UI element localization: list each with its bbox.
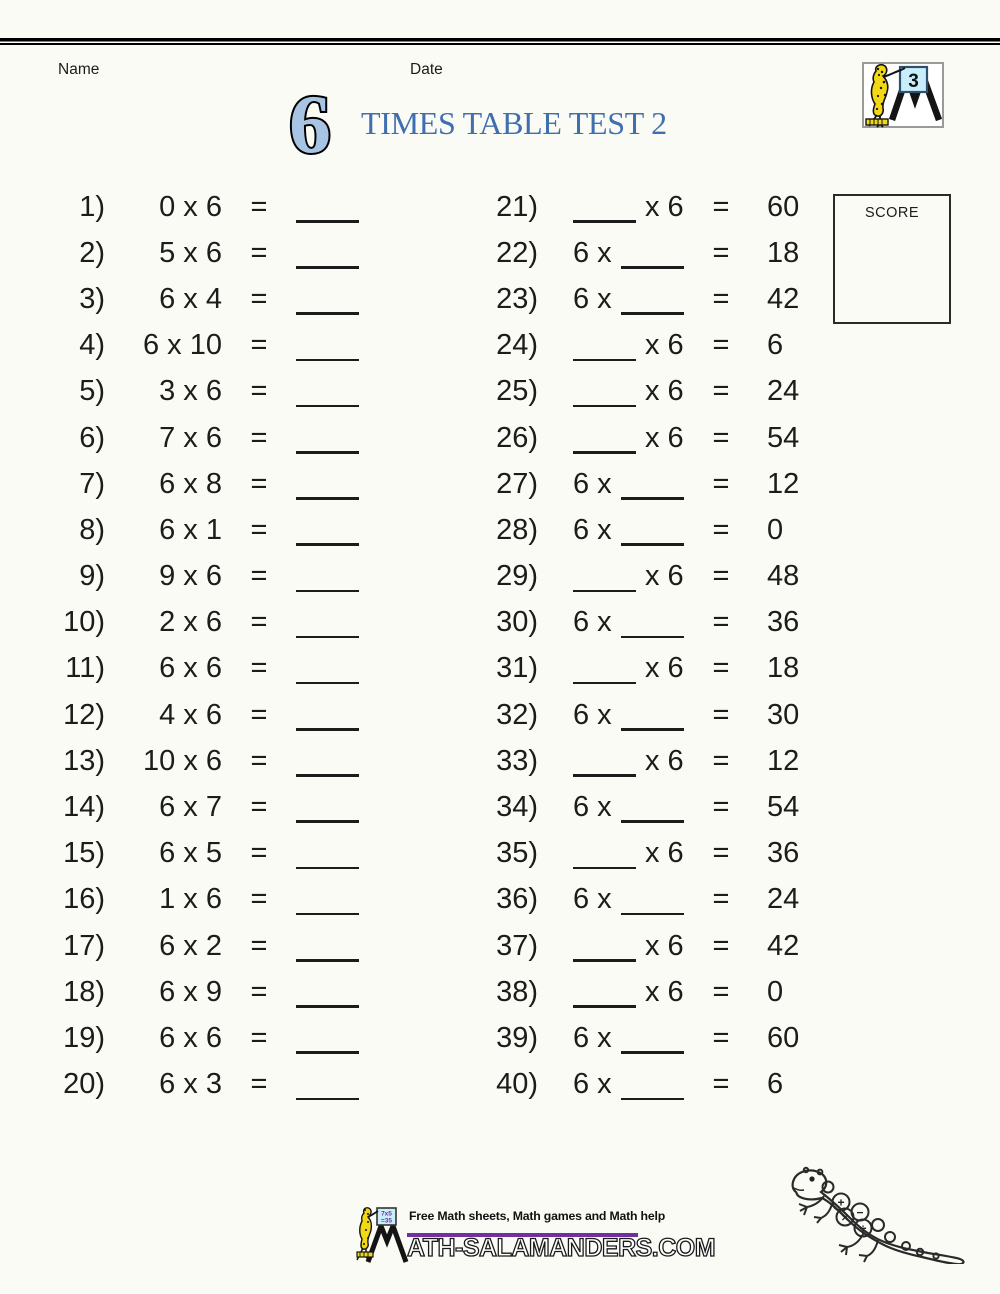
problem-number: 29) <box>496 560 538 593</box>
problem-row <box>480 323 842 369</box>
gecko-minus-symbol: − <box>856 1205 864 1220</box>
answer-blank[interactable] <box>296 636 359 639</box>
problem-row <box>480 369 842 415</box>
problem-answer: 36 <box>767 837 800 870</box>
answer-blank[interactable] <box>621 1098 684 1101</box>
problem-expression: 6 x 9 <box>159 975 222 1008</box>
answer-blank[interactable] <box>296 682 359 685</box>
problem-expression <box>538 600 685 646</box>
problem-answer: 18 <box>767 236 800 269</box>
expression-suffix: x 6 <box>645 652 684 685</box>
expression-suffix: x 6 <box>645 744 684 777</box>
problem-number: 25) <box>496 375 538 408</box>
problem-row <box>58 369 359 415</box>
answer-blank[interactable] <box>296 1051 359 1054</box>
answer-blank[interactable] <box>296 497 359 500</box>
answer-blank[interactable] <box>573 774 636 777</box>
problem-answer: 60 <box>767 1021 800 1054</box>
name-label: Name <box>58 61 100 78</box>
page-title: TIMES TABLE TEST 2 <box>361 105 667 141</box>
answer-blank[interactable] <box>296 867 359 870</box>
equals-sign: = <box>250 791 268 824</box>
answer-blank[interactable] <box>573 405 636 408</box>
answer-blank[interactable] <box>621 497 684 500</box>
problem-expression: 6 x 5 <box>159 837 222 870</box>
answer-blank[interactable] <box>621 266 684 269</box>
equals-sign: = <box>250 929 268 962</box>
equals-sign: = <box>250 421 268 454</box>
problem-expression <box>538 969 685 1015</box>
answer-blank[interactable] <box>573 867 636 870</box>
equals-sign: = <box>712 329 730 362</box>
equals-sign: = <box>712 513 730 546</box>
equals-sign: = <box>712 1021 730 1054</box>
problem-number: 8) <box>79 513 105 546</box>
gecko-plus-symbol: + <box>837 1195 845 1210</box>
problem-expression <box>538 415 685 461</box>
gecko-multiply-symbol: × <box>841 1210 849 1225</box>
problem-answer: 12 <box>767 744 800 777</box>
equals-sign: = <box>712 791 730 824</box>
answer-blank[interactable] <box>296 405 359 408</box>
equals-sign: = <box>250 329 268 362</box>
problem-row <box>58 923 359 969</box>
answer-blank[interactable] <box>621 913 684 916</box>
problem-number: 39) <box>496 1021 538 1054</box>
math-gecko-icon <box>786 1162 976 1269</box>
problems-column-left <box>58 184 359 1108</box>
problem-number: 19) <box>63 1021 105 1054</box>
equals-sign: = <box>250 513 268 546</box>
problem-number: 26) <box>496 421 538 454</box>
problem-expression: 5 x 6 <box>159 236 222 269</box>
problem-number: 38) <box>496 975 538 1008</box>
footer-tagline: Free Math sheets, Math games and Math help <box>409 1209 666 1223</box>
answer-blank[interactable] <box>621 1051 684 1054</box>
problem-row <box>58 461 359 507</box>
answer-blank[interactable] <box>296 774 359 777</box>
expression-prefix: 6 x <box>573 282 612 315</box>
problem-row <box>58 323 359 369</box>
problem-answer: 48 <box>767 560 800 593</box>
answer-blank[interactable] <box>621 728 684 731</box>
equals-sign: = <box>712 698 730 731</box>
expression-suffix: x 6 <box>645 929 684 962</box>
problem-number: 3) <box>79 282 105 315</box>
problem-answer: 24 <box>767 375 800 408</box>
problem-row <box>58 1015 359 1061</box>
problem-expression <box>538 692 685 738</box>
problem-number: 15) <box>63 837 105 870</box>
answer-blank[interactable] <box>621 636 684 639</box>
problem-expression <box>538 323 685 369</box>
problem-row <box>58 184 359 230</box>
problem-expression <box>538 507 685 553</box>
answer-blank[interactable] <box>573 359 636 362</box>
problem-answer: 30 <box>767 698 800 731</box>
equals-sign: = <box>250 1021 268 1054</box>
problem-number: 13) <box>63 744 105 777</box>
problem-number: 12) <box>63 698 105 731</box>
answer-blank[interactable] <box>296 359 359 362</box>
gecko-divide-symbol: ÷ <box>859 1221 867 1236</box>
equals-sign: = <box>250 190 268 223</box>
score-label: SCORE <box>864 205 920 221</box>
answer-blank[interactable] <box>621 312 684 315</box>
equals-sign: = <box>712 883 730 916</box>
problem-row <box>480 184 842 230</box>
equals-sign: = <box>712 1068 730 1101</box>
problem-expression: 0 x 6 <box>159 190 222 223</box>
expression-prefix: 6 x <box>573 1021 612 1054</box>
problem-number: 22) <box>496 236 538 269</box>
problem-answer: 6 <box>767 329 784 362</box>
problem-expression: 6 x 7 <box>159 791 222 824</box>
problem-row <box>58 600 359 646</box>
equals-sign: = <box>250 698 268 731</box>
equals-sign: = <box>712 190 730 223</box>
expression-prefix: 6 x <box>573 236 612 269</box>
problem-row <box>58 784 359 830</box>
answer-blank[interactable] <box>296 543 359 546</box>
problem-number: 6) <box>79 421 105 454</box>
problem-expression <box>538 1062 685 1108</box>
equals-sign: = <box>712 282 730 315</box>
equals-sign: = <box>712 929 730 962</box>
problem-number: 2) <box>79 236 105 269</box>
expression-prefix: 6 x <box>573 791 612 824</box>
equals-sign: = <box>712 421 730 454</box>
problem-row <box>480 230 842 276</box>
score-box <box>833 194 951 324</box>
answer-blank[interactable] <box>573 959 636 962</box>
expression-suffix: x 6 <box>645 975 684 1008</box>
logo-board-number: 3 <box>908 71 919 92</box>
equals-sign: = <box>250 883 268 916</box>
answer-blank[interactable] <box>296 1005 359 1008</box>
problem-expression <box>538 923 685 969</box>
equals-sign: = <box>250 236 268 269</box>
problem-row <box>480 646 842 692</box>
problem-expression <box>538 554 685 600</box>
problem-expression: 9 x 6 <box>159 560 222 593</box>
problem-row <box>480 831 842 877</box>
problem-answer: 54 <box>767 421 800 454</box>
expression-prefix: 6 x <box>573 467 612 500</box>
equals-sign: = <box>712 606 730 639</box>
footer-board-line1: 7x5 <box>381 1210 392 1218</box>
problem-expression: 6 x 10 <box>143 329 222 362</box>
problem-expression: 2 x 6 <box>159 606 222 639</box>
top-divider-rule <box>0 38 1000 45</box>
problem-expression <box>538 184 685 230</box>
equals-sign: = <box>250 652 268 685</box>
expression-suffix: x 6 <box>645 190 684 223</box>
problem-expression: 10 x 6 <box>143 744 222 777</box>
equals-sign: = <box>250 744 268 777</box>
expression-suffix: x 6 <box>645 560 684 593</box>
problem-number: 5) <box>79 375 105 408</box>
answer-blank[interactable] <box>573 451 636 454</box>
expression-prefix: 6 x <box>573 883 612 916</box>
problem-row <box>480 923 842 969</box>
answer-blank[interactable] <box>621 820 684 823</box>
equals-sign: = <box>712 744 730 777</box>
problem-answer: 24 <box>767 883 800 916</box>
worksheet-title <box>286 86 667 166</box>
problem-number: 17) <box>63 929 105 962</box>
problem-row <box>58 1062 359 1108</box>
problem-number: 11) <box>65 652 105 685</box>
problem-number: 10) <box>63 606 105 639</box>
problem-expression: 6 x 4 <box>159 282 222 315</box>
problem-number: 20) <box>63 1068 105 1101</box>
problem-number: 16) <box>63 883 105 916</box>
problem-row <box>480 600 842 646</box>
expression-suffix: x 6 <box>645 837 684 870</box>
salamander-at-easel-icon <box>862 62 944 128</box>
answer-blank[interactable] <box>296 266 359 269</box>
answer-blank[interactable] <box>296 312 359 315</box>
expression-suffix: x 6 <box>645 329 684 362</box>
answer-blank[interactable] <box>573 220 636 223</box>
problem-answer: 54 <box>767 791 800 824</box>
times-table-number-badge <box>286 86 340 166</box>
salamander-at-easel-icon <box>356 1200 412 1268</box>
problem-answer: 36 <box>767 606 800 639</box>
problem-number: 31) <box>496 652 538 685</box>
problem-row <box>58 692 359 738</box>
answer-blank[interactable] <box>573 1005 636 1008</box>
problem-number: 21) <box>496 190 538 223</box>
problem-row <box>480 1015 842 1061</box>
problem-expression <box>538 276 685 322</box>
problem-row <box>58 738 359 784</box>
problem-expression: 6 x 8 <box>159 467 222 500</box>
problem-row <box>58 415 359 461</box>
expression-prefix: 6 x <box>573 698 612 731</box>
problem-expression <box>538 831 685 877</box>
footer-logo-icon <box>356 1200 412 1273</box>
problem-row <box>480 276 842 322</box>
equals-sign: = <box>250 606 268 639</box>
answer-blank[interactable] <box>296 959 359 962</box>
problem-expression <box>538 369 685 415</box>
equals-sign: = <box>712 652 730 685</box>
expression-prefix: 6 x <box>573 1068 612 1101</box>
equals-sign: = <box>712 236 730 269</box>
problem-number: 23) <box>496 282 538 315</box>
problem-answer: 18 <box>767 652 800 685</box>
problem-answer: 60 <box>767 190 800 223</box>
expression-suffix: x 6 <box>645 375 684 408</box>
problem-row <box>480 415 842 461</box>
answer-blank[interactable] <box>296 590 359 593</box>
problem-row <box>58 969 359 1015</box>
answer-blank[interactable] <box>296 820 359 823</box>
equals-sign: = <box>712 975 730 1008</box>
problem-expression: 6 x 1 <box>159 513 222 546</box>
problem-number: 35) <box>496 837 538 870</box>
problem-number: 37) <box>496 929 538 962</box>
equals-sign: = <box>250 837 268 870</box>
problem-row <box>480 692 842 738</box>
problem-number: 30) <box>496 606 538 639</box>
problem-expression <box>538 784 685 830</box>
problem-expression <box>538 230 685 276</box>
answer-blank[interactable] <box>296 913 359 916</box>
problem-expression: 1 x 6 <box>159 883 222 916</box>
math-salamanders-logo <box>862 62 944 128</box>
problem-row <box>58 831 359 877</box>
problem-row <box>480 877 842 923</box>
answer-blank[interactable] <box>296 728 359 731</box>
footer-board-line2: =35 <box>380 1217 393 1225</box>
problems-column-right <box>480 184 842 1108</box>
equals-sign: = <box>712 467 730 500</box>
answer-blank[interactable] <box>573 682 636 685</box>
problem-answer: 0 <box>767 975 784 1008</box>
problem-expression: 3 x 6 <box>159 375 222 408</box>
equals-sign: = <box>250 375 268 408</box>
problem-expression: 6 x 6 <box>159 652 222 685</box>
problem-row <box>480 1062 842 1108</box>
answer-blank[interactable] <box>296 451 359 454</box>
problem-row <box>480 738 842 784</box>
equals-sign: = <box>250 1068 268 1101</box>
expression-prefix: 6 x <box>573 513 612 546</box>
answer-blank[interactable] <box>573 590 636 593</box>
problem-number: 34) <box>496 791 538 824</box>
equals-sign: = <box>250 560 268 593</box>
problem-number: 4) <box>79 329 105 362</box>
problem-row <box>58 230 359 276</box>
problem-row <box>58 276 359 322</box>
problem-expression: 7 x 6 <box>159 421 222 454</box>
problem-answer: 42 <box>767 282 800 315</box>
expression-suffix: x 6 <box>645 421 684 454</box>
equals-sign: = <box>712 560 730 593</box>
problem-number: 40) <box>496 1068 538 1101</box>
answer-blank[interactable] <box>621 543 684 546</box>
problem-expression <box>538 738 685 784</box>
equals-sign: = <box>250 467 268 500</box>
problem-expression: 6 x 2 <box>159 929 222 962</box>
problem-expression: 4 x 6 <box>159 698 222 731</box>
problem-expression <box>538 877 685 923</box>
problem-row <box>58 554 359 600</box>
footer-site-name: ATH-SALAMANDERS.COM <box>407 1234 716 1262</box>
answer-blank[interactable] <box>296 220 359 223</box>
problem-row <box>58 507 359 553</box>
problem-answer: 0 <box>767 513 784 546</box>
problem-answer: 6 <box>767 1068 784 1101</box>
problem-expression: 6 x 6 <box>159 1021 222 1054</box>
problem-row <box>480 784 842 830</box>
problem-number: 9) <box>79 560 105 593</box>
problem-number: 28) <box>496 513 538 546</box>
problem-number: 18) <box>63 975 105 1008</box>
equals-sign: = <box>712 837 730 870</box>
equals-sign: = <box>712 375 730 408</box>
score-entry-area[interactable] <box>835 221 949 311</box>
problem-number: 24) <box>496 329 538 362</box>
problem-row <box>58 646 359 692</box>
problem-number: 27) <box>496 467 538 500</box>
problem-row <box>480 554 842 600</box>
problem-expression <box>538 646 685 692</box>
equals-sign: = <box>250 282 268 315</box>
problem-row <box>480 507 842 553</box>
equals-sign: = <box>250 975 268 1008</box>
answer-blank[interactable] <box>296 1098 359 1101</box>
problem-number: 14) <box>63 791 105 824</box>
problem-number: 36) <box>496 883 538 916</box>
problem-expression: 6 x 3 <box>159 1068 222 1101</box>
problem-row <box>58 877 359 923</box>
problem-number: 33) <box>496 744 538 777</box>
title-number: 6 <box>289 86 331 166</box>
problem-number: 7) <box>79 467 105 500</box>
problem-row <box>480 461 842 507</box>
problem-number: 1) <box>79 190 105 223</box>
problem-number: 32) <box>496 698 538 731</box>
date-label: Date <box>410 61 443 78</box>
expression-prefix: 6 x <box>573 606 612 639</box>
problem-expression <box>538 461 685 507</box>
problem-row <box>480 969 842 1015</box>
problem-expression <box>538 1015 685 1061</box>
problem-answer: 42 <box>767 929 800 962</box>
problem-answer: 12 <box>767 467 800 500</box>
